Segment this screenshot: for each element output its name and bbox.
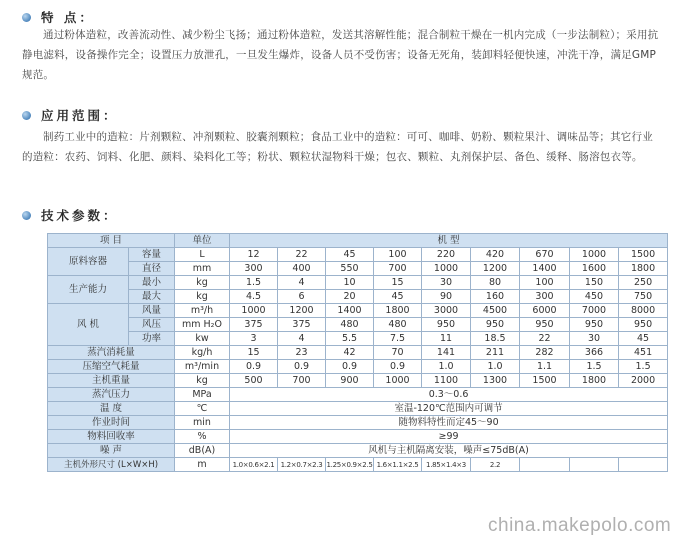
model-value-cell: 4 [278,332,326,346]
model-value-cell: 1.0 [471,360,520,374]
watermark-text: china.makepolo.com [488,515,672,536]
model-value-cell: 15 [230,346,278,360]
model-value-cell: 1000 [374,374,422,388]
model-value-cell: 1.6×1.1×2.5 [374,458,422,472]
header-model: 机 型 [230,234,668,248]
model-value-cell: 375 [278,318,326,332]
row-unit: mm H₂O [175,318,230,332]
row-unit: mm [175,262,230,276]
row-label: 噪 声 [48,444,175,458]
model-value-cell: 220 [422,248,471,262]
row-sub-label: 最小 [129,276,175,290]
model-value-cell: 45 [326,248,374,262]
row-value: 风机与主机隔离安装，噪声≤75dB(A) [230,444,668,458]
table-row [48,416,668,430]
model-value-cell: 1400 [520,262,570,276]
model-value-cell: 45 [374,290,422,304]
model-value-cell [520,458,570,472]
model-value-cell: 211 [471,346,520,360]
table-row [48,276,668,290]
table-row [48,430,668,444]
model-value-cell: 45 [619,332,668,346]
row-label: 主机重量 [48,374,175,388]
model-value-cell: 4.5 [230,290,278,304]
bullet-icon [22,111,31,120]
model-value-cell: 80 [471,276,520,290]
row-sub-label: 风压 [129,318,175,332]
row-unit: m³/h [175,304,230,318]
model-value-cell: 1200 [278,304,326,318]
model-value-cell: 160 [471,290,520,304]
table-row [48,444,668,458]
model-value-cell: 451 [619,346,668,360]
model-value-cell: 450 [570,290,619,304]
row-label: 压缩空气耗量 [48,360,175,374]
table-row [48,304,668,318]
model-value-cell: 1500 [619,248,668,262]
row-unit: ℃ [175,402,230,416]
model-value-cell: 20 [326,290,374,304]
model-value-cell: 300 [520,290,570,304]
row-label: 温 度 [48,402,175,416]
model-value-cell: 1300 [471,374,520,388]
model-value-cell: 1200 [471,262,520,276]
model-value-cell: 1800 [570,374,619,388]
table-row [48,332,668,346]
row-label-container: 原料容器 [48,248,129,276]
model-value-cell: 1.5 [570,360,619,374]
model-value-cell: 1000 [422,262,471,276]
model-value-cell [619,458,668,472]
table-row [48,262,668,276]
params-heading [22,206,119,224]
header-unit: 单位 [175,234,230,248]
model-value-cell: 1.1 [520,360,570,374]
model-value-cell: 1000 [570,248,619,262]
spec-table [47,233,668,472]
row-unit: MPa [175,388,230,402]
model-value-cell: 7000 [570,304,619,318]
model-value-cell: 0.9 [278,360,326,374]
features-title: 特 点： [41,10,95,25]
row-value: ≥99 [230,430,668,444]
model-value-cell: 22 [520,332,570,346]
table-header-row [48,234,668,248]
model-value-cell: 42 [326,346,374,360]
model-value-cell: 0.9 [230,360,278,374]
row-unit: % [175,430,230,444]
model-value-cell: 6 [278,290,326,304]
row-value: 室温-120℃范围内可调节 [230,402,668,416]
table-row [48,360,668,374]
row-sub-label: 容量 [129,248,175,262]
model-value-cell [570,458,619,472]
applications-title: 应用范围： [41,108,119,123]
model-value-cell: 7.5 [374,332,422,346]
model-value-cell: 900 [326,374,374,388]
model-value-cell: 18.5 [471,332,520,346]
model-value-cell: 1800 [374,304,422,318]
features-heading [22,8,95,26]
applications-heading [22,106,119,124]
row-sub-label: 功率 [129,332,175,346]
bullet-icon [22,211,31,220]
table-row [48,402,668,416]
model-value-cell: 141 [422,346,471,360]
row-unit: m [175,458,230,472]
applications-paragraph [22,127,662,167]
table-row [48,388,668,402]
applications-text: 制药工业中的造粒：片剂颗粒、冲剂颗粒、胶囊剂颗粒；食品工业中的造粒：可可、咖啡、奶粉、颗粒果汁、调味品等；其它行业的造粒：农药、饲料、化肥、颜料、染料化工等；粉状、颗粒状湿物料干燥；包衣、颗粒、丸剂保护层、备色、缓释、肠溶包衣等。 [22,131,653,163]
header-item: 项 目 [48,234,175,248]
model-value-cell: 670 [520,248,570,262]
model-value-cell: 1.5 [230,276,278,290]
model-value-cell: 22 [278,248,326,262]
row-sub-label: 风量 [129,304,175,318]
table-row [48,318,668,332]
model-value-cell: 1.2×0.7×2.3 [278,458,326,472]
row-value: 随物料特性而定45～90 [230,416,668,430]
row-unit: kg/h [175,346,230,360]
table-row [48,458,668,472]
model-value-cell: 500 [230,374,278,388]
model-value-cell: 950 [422,318,471,332]
model-value-cell: 1.0 [422,360,471,374]
model-value-cell: 1.0×0.6×2.1 [230,458,278,472]
model-value-cell: 480 [374,318,422,332]
model-value-cell: 1000 [230,304,278,318]
model-value-cell: 4500 [471,304,520,318]
model-value-cell: 90 [422,290,471,304]
model-value-cell: 2000 [619,374,668,388]
row-unit: kw [175,332,230,346]
row-label: 蒸汽消耗量 [48,346,175,360]
row-value: 0.3～0.6 [230,388,668,402]
model-value-cell: 70 [374,346,422,360]
model-value-cell: 5.5 [326,332,374,346]
row-unit: kg [175,290,230,304]
features-text: 通过粉体造粒，改善流动性、减少粉尘飞扬；通过粉体造粒，发送其溶解性能；混合制粒干燥在一机内完成（一步法制粒）；采用抗静电滤料，设备操作完全；设置压力放泄孔，一旦发生爆炸，设备人员不受伤害；设备无死角，装卸料轻便快速，冲洗干净，满足GMP规范。 [22,29,659,81]
model-value-cell: 300 [230,262,278,276]
row-sub-label: 直径 [129,262,175,276]
model-value-cell: 2.2 [471,458,520,472]
row-unit: L [175,248,230,262]
model-value-cell: 11 [422,332,471,346]
row-unit: dB(A) [175,444,230,458]
model-value-cell: 550 [326,262,374,276]
model-value-cell: 1800 [619,262,668,276]
model-value-cell: 1.5 [619,360,668,374]
model-value-cell: 1500 [520,374,570,388]
model-value-cell: 282 [520,346,570,360]
model-value-cell: 375 [230,318,278,332]
model-value-cell: 1.25×0.9×2.5 [326,458,374,472]
table-row [48,346,668,360]
model-value-cell: 15 [374,276,422,290]
model-value-cell: 6000 [520,304,570,318]
row-label: 作业时间 [48,416,175,430]
model-value-cell: 100 [374,248,422,262]
row-unit: kg [175,374,230,388]
model-value-cell: 750 [619,290,668,304]
model-value-cell: 1.85×1.4×3 [422,458,471,472]
model-value-cell: 950 [619,318,668,332]
table-row [48,248,668,262]
model-value-cell: 1400 [326,304,374,318]
features-paragraph [22,25,662,85]
row-label: 主机外形尺寸 (L×W×H) [48,458,175,472]
model-value-cell: 950 [520,318,570,332]
model-value-cell: 3 [230,332,278,346]
model-value-cell: 100 [520,276,570,290]
model-value-cell: 10 [326,276,374,290]
table-row [48,374,668,388]
model-value-cell: 950 [570,318,619,332]
model-value-cell: 250 [619,276,668,290]
model-value-cell: 30 [570,332,619,346]
row-label: 物料回收率 [48,430,175,444]
model-value-cell: 366 [570,346,619,360]
model-value-cell: 1100 [422,374,471,388]
model-value-cell: 23 [278,346,326,360]
params-title: 技术参数： [41,208,119,223]
model-value-cell: 8000 [619,304,668,318]
model-value-cell: 0.9 [326,360,374,374]
row-unit: m³/min [175,360,230,374]
table-row [48,290,668,304]
row-label-production: 生产能力 [48,276,129,304]
row-label: 蒸汽压力 [48,388,175,402]
row-unit: kg [175,276,230,290]
model-value-cell: 700 [278,374,326,388]
model-value-cell: 950 [471,318,520,332]
row-label-fan: 风 机 [48,304,129,346]
model-value-cell: 480 [326,318,374,332]
model-value-cell: 1600 [570,262,619,276]
model-value-cell: 420 [471,248,520,262]
model-value-cell: 400 [278,262,326,276]
model-value-cell: 4 [278,276,326,290]
model-value-cell: 0.9 [374,360,422,374]
row-unit: min [175,416,230,430]
model-value-cell: 150 [570,276,619,290]
model-value-cell: 12 [230,248,278,262]
row-sub-label: 最大 [129,290,175,304]
model-value-cell: 3000 [422,304,471,318]
model-value-cell: 700 [374,262,422,276]
model-value-cell: 30 [422,276,471,290]
bullet-icon [22,13,31,22]
